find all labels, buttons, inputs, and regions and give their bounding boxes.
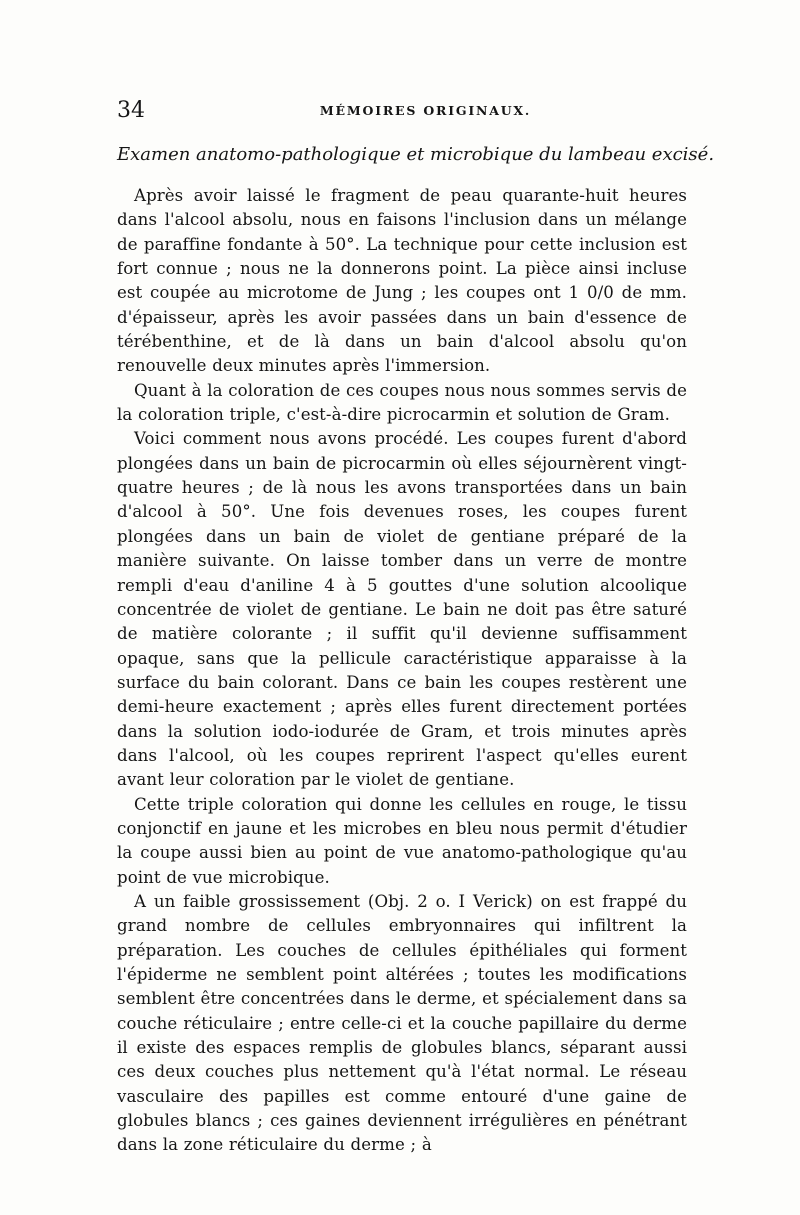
running-title: MÉMOIRES ORIGINAUX. [319,103,532,118]
body-text [117,184,687,1158]
paragraph-inclusion: Après avoir laissé le fragment de peau quarante-huit heures dans l'alcool absolu, nous en faisons l'inclusion dans un mélange de paraffine fondante à 50°. La technique pour cette inclusion est fort connue ; nous ne la donnerons point. La pièce ainsi incluse est coupée au microtome de Jung ; les coupes ont 1 0/0 de mm. d'épaisseur, après les avoir passées dans un bain d'essence de térébenthine, et de là dans un bain d'alcool absolu qu'on renouvelle deux minutes après l'immersion. [117,186,687,376]
paragraph-microscopy: A un faible grossissement (Obj. 2 o. I Verick) on est frappé du grand nombre de cellules embryonnaires qui infiltrent la préparation. Les couches de cellules épithéliales qui forment l'épiderme ne semblent point altérées ; toutes les modifications semblent être concentrées dans le derme, et spécialement dans sa couche réticulaire ; entre celle-ci et la couche papillaire du derme il existe des espaces remplis de globules blancs, séparant aussi ces deux couches plus nettement qu'à l'état normal. Le réseau vasculaire des papilles est comme entouré d'une gaine de globules blancs ; ces gaines deviennent irrégulières en pénétrant dans la zone réticulaire du derme ; à [117,891,687,1155]
section-heading: Examen anatomo-pathologique et microbique du lambeau excisé. [117,144,715,165]
running-head [117,98,687,124]
paragraph-triple-coloration: Cette triple coloration qui donne les cellules en rouge, le tissu conjonctif en jaune et les microbes en bleu nous permit d'étudier la coupe aussi bien au point de vue anatomo-pathologique qu'au point de vue microbique. [117,794,687,887]
paragraph-coloration: Quant à la coloration de ces coupes nous nous sommes servis de la coloration triple, c'est-à-dire picrocarmin et solution de Gram. [117,380,687,425]
paragraph-procedure: Voici comment nous avons procédé. Les coupes furent d'abord plongées dans un bain de picrocarmin où elles séjournèrent vingt-quatre heures ; de là nous les avons transportées dans un bain d'alcool à 50°. Une fois devenues roses, les coupes furent plongées dans un bain de violet de gentiane préparé de la manière suivante. On laisse tomber dans un verre de montre rempli d'eau d'aniline 4 à 5 gouttes d'une solution alcoolique concentrée de violet de gentiane. Le bain ne doit pas être saturé de matière colorante ; il suffit qu'il devienne suffisamment opaque, sans que la pellicule caractéristique apparaisse à la surface du bain colorant. Dans ce bain les coupes restèrent une demi-heure exactement ; après elles furent directement portées dans la solution iodo-iodurée de Gram, et trois minutes après dans l'alcool, où les coupes reprirent l'aspect qu'elles eurent avant leur coloration par le violet de gentiane. [117,429,687,790]
page-number: 34 [117,98,145,123]
